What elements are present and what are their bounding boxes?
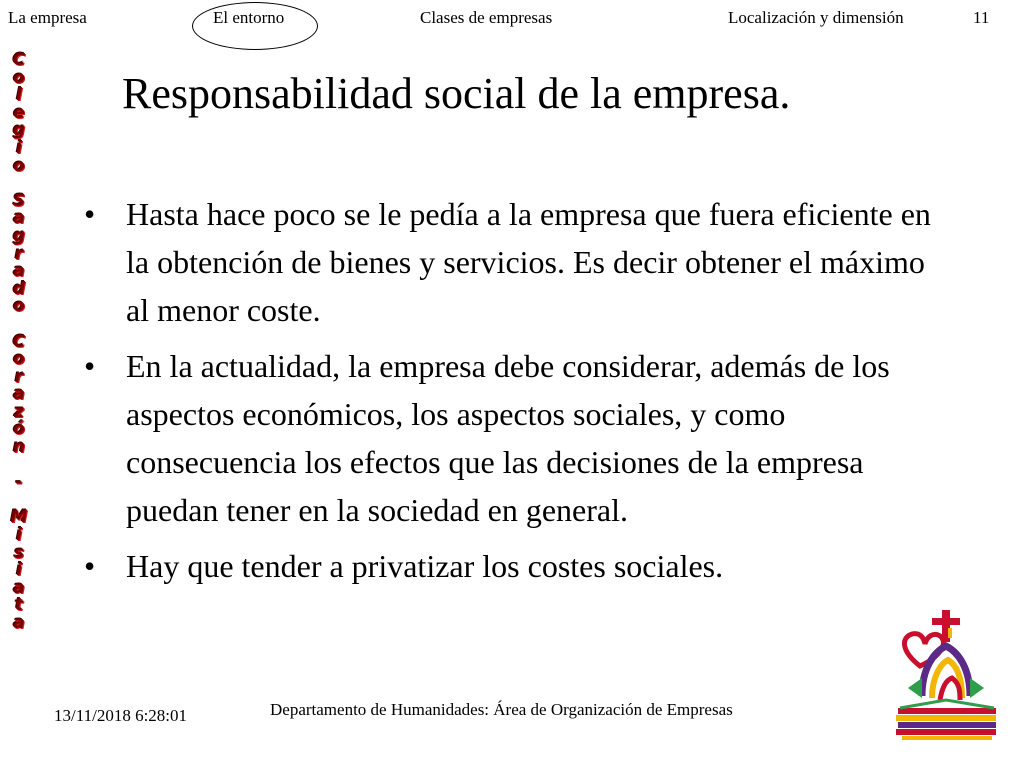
side-text-char [16, 316, 22, 334]
nav-link-clases-de-empresas[interactable]: Clases de empresas [420, 8, 553, 27]
side-text-char: g [12, 120, 26, 141]
slide-number: 11 [973, 8, 990, 27]
side-text-char: o [13, 67, 25, 88]
side-text-char: i [16, 560, 22, 581]
side-text-char: C [12, 50, 26, 70]
nav-link-el-entorno[interactable]: El entorno [213, 8, 285, 27]
bullet-text: Hasta hace poco se le pedía a la empresa que fuera eficiente en la obtención de bienes y servicios. Es decir obtener el máximo al menor coste. [126, 196, 931, 328]
side-text-char: r [14, 366, 24, 387]
footer-department: Departamento de Humanidades: Área de Organización de Empresas [270, 700, 733, 719]
slide-title: Responsabilidad social de la empresa. [122, 69, 791, 118]
bullet-item: • Hay que tender a privatizar los costes sociales. [84, 548, 724, 584]
side-text-char: a [13, 577, 25, 598]
footer-date: 13/11/2018 6:28:01 [54, 706, 188, 725]
side-text-char: l [16, 85, 22, 106]
side-text-char: o [13, 296, 25, 317]
side-text-char: a [13, 613, 25, 633]
side-text-char: g [12, 225, 26, 246]
side-text-char: o [13, 155, 25, 176]
nav-link-localizacion-y-dimension[interactable]: Localización y dimensión [728, 8, 904, 27]
bullet-text: En la actualidad, la empresa debe considerar, además de los aspectos económicos, los aspectos sociales, y como consecuencia los efectos que las decisiones de la empresa puedan tener en la sociedad en general. [126, 348, 890, 528]
side-text-char: C [12, 331, 26, 352]
side-text-char: ó [13, 419, 25, 440]
side-text-char: a [13, 261, 25, 282]
side-text-char: n [12, 437, 26, 458]
side-text-char: t [14, 595, 24, 616]
side-text-char: z [14, 401, 24, 422]
bullet-list [84, 190, 954, 598]
bullet-item: • En la actualidad, la empresa debe considerar, además de los aspectos económicos, los aspectos sociales, y como consecuencia los efectos que las decisiones de la empresa puedan tener en la sociedad en general. [84, 348, 890, 528]
bullet-item: • Hasta hace poco se le pedía a la empresa que fuera eficiente en la obtención de bienes y servicios. Es decir obtener el máximo al menor coste. [84, 196, 931, 328]
side-text-char: i [16, 137, 22, 158]
side-text-char: i [16, 525, 22, 546]
school-logo-icon [892, 608, 1002, 742]
side-text-char: a [13, 384, 25, 405]
side-text-char: s [13, 542, 25, 563]
side-text-char: e [13, 102, 25, 123]
side-text-char: S [12, 190, 26, 211]
school-name-vertical [2, 52, 36, 712]
side-text-char: a [13, 208, 25, 229]
side-text-char: M [10, 507, 28, 528]
bullet-text: Hay que tender a privatizar los costes sociales. [126, 548, 724, 584]
side-text-char: - [15, 472, 23, 493]
nav-link-la-empresa[interactable]: La empresa [8, 8, 87, 27]
side-text-char: o [13, 349, 25, 370]
side-text-char: r [14, 243, 24, 264]
side-text-char: d [12, 278, 26, 299]
